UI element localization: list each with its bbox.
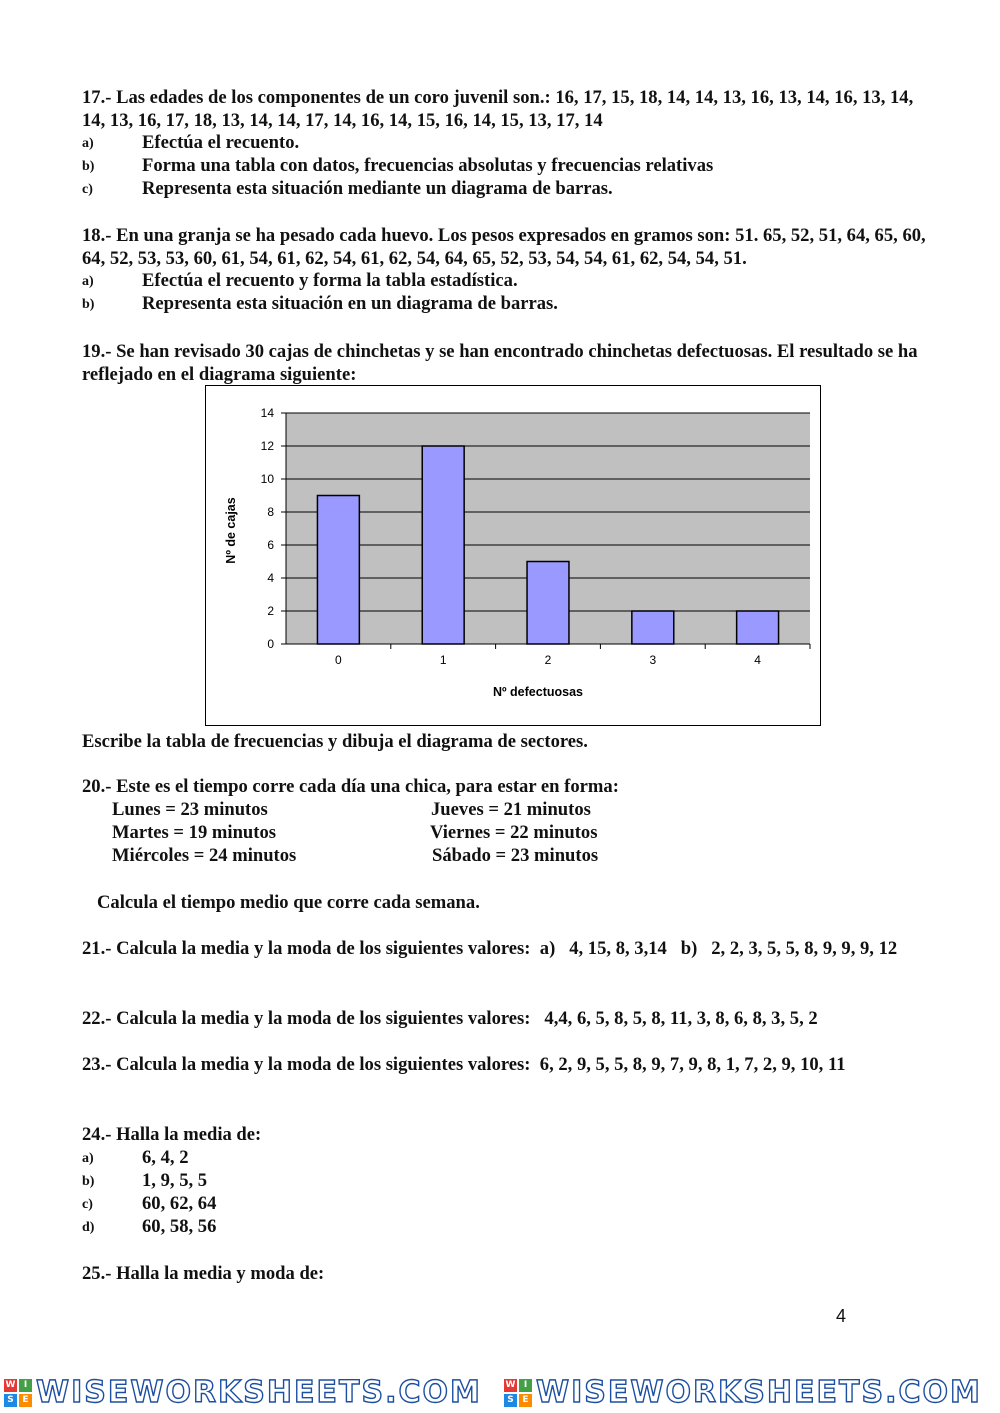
q17-item-c-label: c) <box>82 182 93 197</box>
x-tick-label: 3 <box>649 653 657 667</box>
bar-chart-svg <box>206 386 820 725</box>
q19-instruction: Escribe la tabla de frecuencias y dibuja el diagrama de sectores. <box>82 731 588 752</box>
q20-day-monday: Lunes = 23 minutos <box>112 799 268 820</box>
q24-item-c-label: c) <box>82 1197 93 1212</box>
q20-day-wednesday: Miércoles = 24 minutos <box>112 845 297 866</box>
q20-day-friday: Viernes = 22 minutos <box>430 822 598 843</box>
q18-item-a-text: Efectúa el recuento y forma la tabla estadística. <box>142 270 518 291</box>
y-tick-label: 2 <box>267 604 274 618</box>
q23-statement: 23.- Calcula la media y la moda de los siguientes valores: 6, 2, 9, 5, 5, 8, 9, 7, 9, 8, 1, 7, 2, 9, 10, 11 <box>82 1054 846 1075</box>
q24-item-a-label: a) <box>82 1151 94 1166</box>
q20-day-saturday: Sábado = 23 minutos <box>432 845 599 866</box>
watermark-text: WISEWORKSHEETS.COM <box>36 1375 482 1410</box>
q24-item-c-text: 60, 62, 64 <box>142 1193 217 1214</box>
wiseworksheets-logo-icon: W I S E <box>504 1379 532 1407</box>
q17-item-c-text: Representa esta situación mediante un diagrama de barras. <box>142 178 613 199</box>
bar-3-defectuosas <box>632 611 674 644</box>
y-tick-label: 4 <box>267 571 274 585</box>
q20-day-tuesday: Martes = 19 minutos <box>112 822 276 843</box>
y-tick-label: 10 <box>260 472 274 486</box>
q17-item-b-label: b) <box>82 159 95 174</box>
watermark-text: WISEWORKSHEETS.COM <box>536 1375 982 1410</box>
wiseworksheets-logo-icon: W I S E <box>4 1379 32 1407</box>
x-tick-label: 2 <box>544 653 552 667</box>
q20-question: Calcula el tiempo medio que corre cada semana. <box>97 892 480 913</box>
y-tick-label: 14 <box>260 406 274 420</box>
y-axis-title: Nº de cajas <box>224 497 238 564</box>
footer-watermark-bar <box>0 1373 1000 1413</box>
q18-statement: 18.- En una granja se ha pesado cada huevo. Los pesos expresados en gramos son: 51. 65, 52, 51, 64, 65, 60, 64, 52, 53, 53, 60, 61, 54, 61, 62, 54, 61, 62, 54, 64, 65, 52, 53, 54, 54, 61, 62, 54, 54, 51. <box>82 225 926 269</box>
q25-title: 25.- Halla la media y moda de: <box>82 1263 325 1284</box>
y-tick-label: 0 <box>267 637 274 651</box>
x-tick-label: 0 <box>335 653 342 667</box>
q17-statement: 17.- Las edades de los componentes de un coro juvenil son.: 16, 17, 15, 18, 14, 14, 13, 16, 13, 14, 16, 13, 14, 14, 13, 16, 17, 18, 13, 14, 14, 17, 14, 16, 14, 15, 16, 14, 15, 13, 17, 14 <box>82 87 914 131</box>
page-number: 4 <box>836 1306 847 1326</box>
q24-item-d-text: 60, 58, 56 <box>142 1216 217 1237</box>
q20-title: 20.- Este es el tiempo corre cada día una chica, para estar en forma: <box>82 776 619 797</box>
bar-0-defectuosas <box>317 496 359 645</box>
q24-title: 24.- Halla la media de: <box>82 1124 262 1145</box>
y-tick-label: 12 <box>260 439 274 453</box>
q18-item-a-label: a) <box>82 274 94 289</box>
y-tick-label: 8 <box>267 505 274 519</box>
q18-item-b-text: Representa esta situación en un diagrama de barras. <box>142 293 558 314</box>
q17-item-b-text: Forma una tabla con datos, frecuencias absolutas y frecuencias relativas <box>142 155 714 176</box>
q24-item-b-text: 1, 9, 5, 5 <box>142 1170 208 1191</box>
bar-2-defectuosas <box>527 562 569 645</box>
q22-statement: 22.- Calcula la media y la moda de los siguientes valores: 4,4, 6, 5, 8, 5, 8, 11, 3, 8, 6, 8, 3, 5, 2 <box>82 1008 818 1029</box>
x-axis-title: Nº defectuosas <box>492 685 584 699</box>
bar-4-defectuosas <box>737 611 779 644</box>
q21-statement: 21.- Calcula la media y la moda de los siguientes valores: a) 4, 15, 8, 3,14 b) 2, 2, 3, 5, 5, 8, 9, 9, 9, 12 <box>82 938 898 959</box>
q24-item-d-label: d) <box>82 1220 95 1235</box>
q19-statement: 19.- Se han revisado 30 cajas de chinchetas y se han encontrado chinchetas defectuosas. El resultado se ha reflejado en el diagrama siguiente: <box>82 341 918 385</box>
bar-1-defectuosas <box>422 446 464 644</box>
q17-item-a-label: a) <box>82 136 94 151</box>
x-tick-label: 1 <box>439 653 447 667</box>
q17-item-a-text: Efectúa el recuento. <box>142 132 300 153</box>
q24-item-a-text: 6, 4, 2 <box>142 1147 189 1168</box>
defects-bar-chart <box>205 385 821 726</box>
q18-item-b-label: b) <box>82 297 95 312</box>
x-tick-label: 4 <box>754 653 761 667</box>
q24-item-b-label: b) <box>82 1174 95 1189</box>
y-tick-label: 6 <box>267 538 274 552</box>
q20-day-thursday: Jueves = 21 minutos <box>431 799 591 820</box>
